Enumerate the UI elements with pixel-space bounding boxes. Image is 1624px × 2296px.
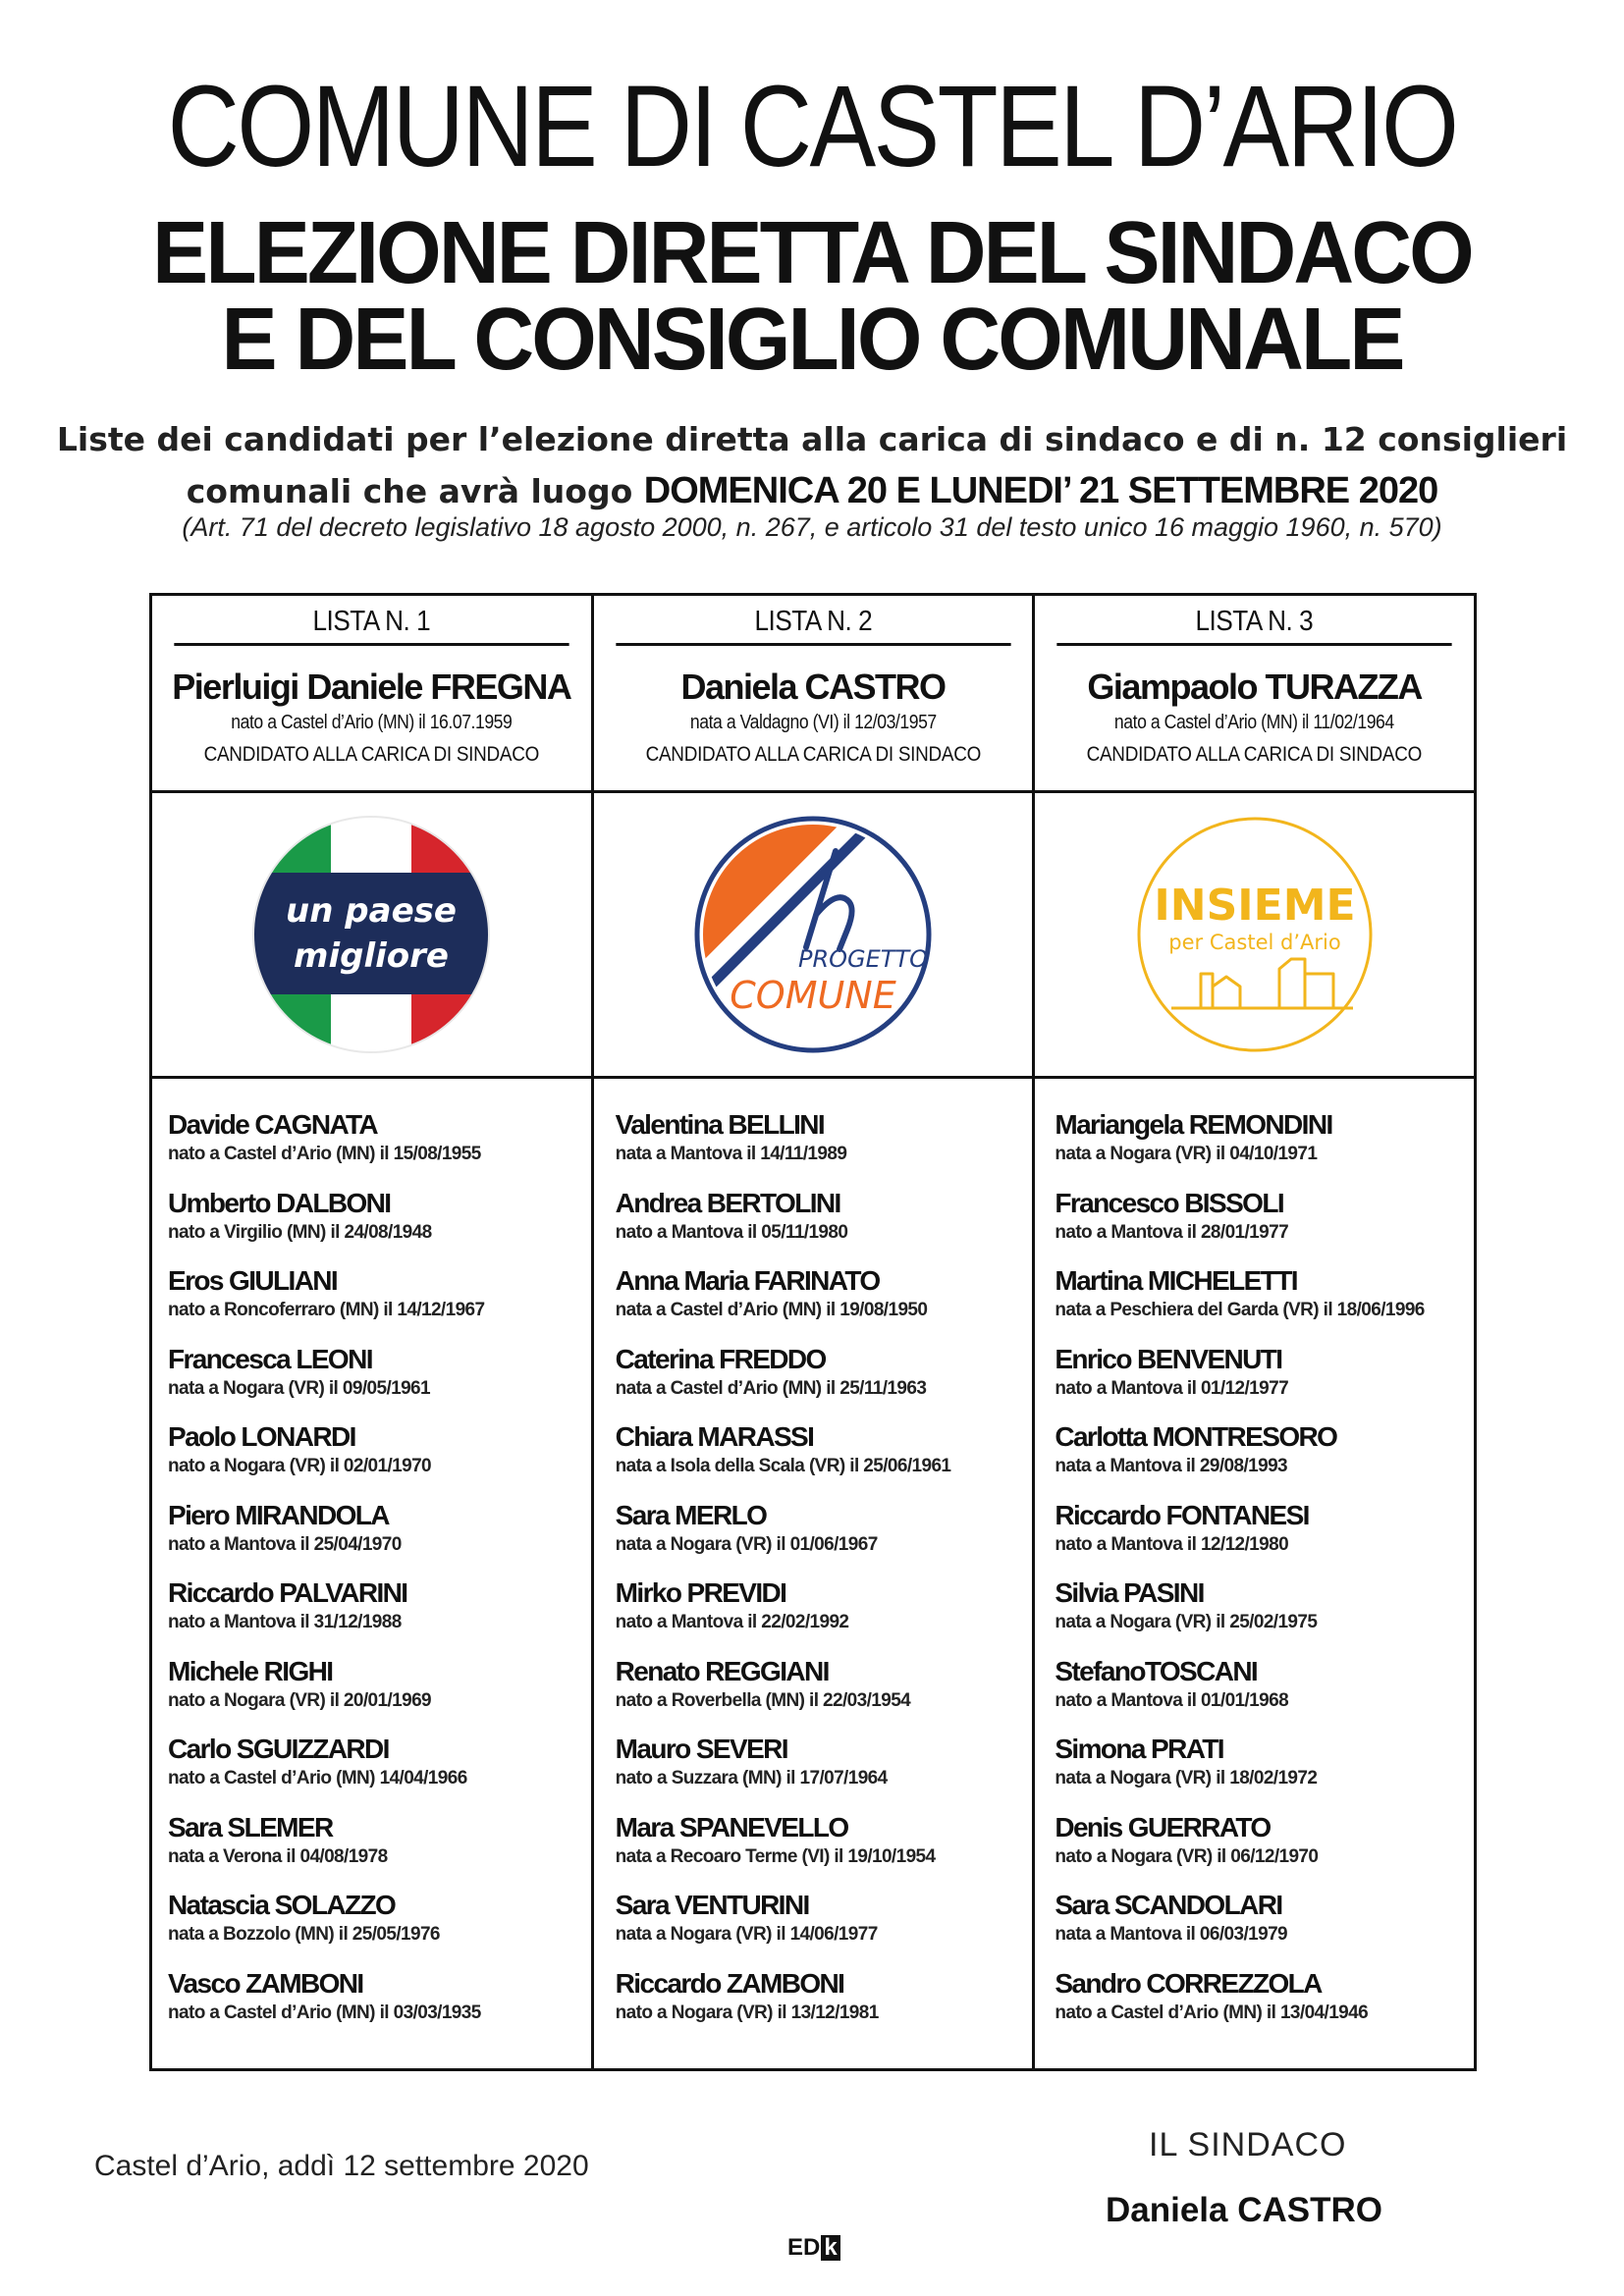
- candidate-birth: nata a Bozzolo (MN) il 25/05/1976: [168, 1924, 440, 1945]
- candidate-birth: nata a Mantova il 14/11/1989: [615, 1144, 847, 1164]
- mayor-birth: nato a Castel d’Ario (MN) il 16.07.1959: [231, 712, 513, 733]
- signature-title: IL SINDACO: [1149, 2126, 1347, 2163]
- law-reference: (Art. 71 del decreto legislativo 18 agosto 2000, n. 267, e articolo 31 del testo unico 16 maggio 1960, n. 570): [182, 512, 1442, 542]
- candidate-birth: nato a Mantova il 01/01/1968: [1055, 1689, 1289, 1711]
- town-title: COMUNE DI CASTEL D’ARIO: [167, 62, 1457, 191]
- candidate-birth: nata a Nogara (VR) il 09/05/1961: [168, 1377, 430, 1399]
- list-item: [616, 1499, 1033, 1577]
- list-item: [168, 1655, 591, 1734]
- candidate-birth: nato a Nogara (VR) il 13/12/1981: [615, 2002, 879, 2023]
- list-item: [616, 1655, 1033, 1734]
- mayor-role: CANDIDATO ALLA CARICA DI SINDACO: [203, 743, 540, 766]
- list-item: [1055, 1967, 1474, 2046]
- candidate-name: Simona PRATI: [1055, 1734, 1223, 1764]
- candidate-birth: nata a Nogara (VR) il 01/06/1967: [615, 1533, 878, 1555]
- candidate-name: Natascia SOLAZZO: [168, 1890, 396, 1920]
- candidate-birth: nato a Castel d’Ario (MN) 14/04/1966: [168, 1768, 467, 1789]
- candidate-birth: nata a Nogara (VR) il 14/06/1977: [615, 1924, 878, 1945]
- mayor-name: Pierluigi Daniele FREGNA: [172, 667, 571, 707]
- candidate-name: Francesco BISSOLI: [1055, 1187, 1284, 1218]
- election-date: DOMENICA 20 E LUNEDI’ 21 SETTEMBRE 2020: [643, 470, 1438, 511]
- candidate-birth: nato a Virgilio (MN) il 24/08/1948: [168, 1221, 432, 1243]
- list-item: [168, 1967, 591, 2046]
- candidate-list: [152, 1079, 591, 2045]
- candidate-name: Enrico BENVENUTI: [1055, 1343, 1282, 1374]
- list-item: [168, 1733, 591, 1811]
- list-item: [616, 1343, 1033, 1421]
- list-item: [168, 1264, 591, 1343]
- list-column-2: [594, 596, 1036, 2068]
- logo-cell: [1035, 793, 1474, 1079]
- candidate-list: [1035, 1079, 1474, 2045]
- printer-logo: [787, 2234, 840, 2262]
- candidate-name: Denis GUERRATO: [1055, 1811, 1271, 1842]
- list-item: [616, 1889, 1033, 1967]
- candidate-birth: nato a Mantova il 22/02/1992: [615, 1612, 849, 1632]
- election-title: [40, 204, 1583, 389]
- list-item: [616, 1811, 1033, 1890]
- candidate-birth: nato a Roverbella (MN) il 22/03/1954: [615, 1689, 911, 1711]
- list-item: [1055, 1108, 1474, 1187]
- logo1-line1: un paese: [286, 891, 458, 931]
- mayor-name: Daniela CASTRO: [680, 667, 946, 707]
- candidate-name: Vasco ZAMBONI: [168, 1967, 363, 1999]
- logo2-line2: COMUNE: [730, 974, 896, 1017]
- candidate-name: Martina MICHELETTI: [1055, 1265, 1297, 1296]
- list-item: [1055, 1733, 1474, 1811]
- list-item: [168, 1420, 591, 1499]
- candidate-name: Davide CAGNATA: [168, 1109, 378, 1140]
- candidate-name: Michele RIGHI: [168, 1655, 333, 1686]
- printer-logo-k: k: [821, 2235, 839, 2261]
- candidate-birth: nata a Mantova il 06/03/1979: [1055, 1924, 1288, 1945]
- list-item: [168, 1343, 591, 1421]
- list-item: [616, 1733, 1033, 1811]
- candidate-name: Mariangela REMONDINI: [1055, 1109, 1332, 1140]
- list-item: [616, 1108, 1033, 1187]
- candidate-name: StefanoTOSCANI: [1055, 1655, 1258, 1686]
- candidate-name: Sara MERLO: [615, 1499, 767, 1530]
- candidate-name: Renato REGGIANI: [615, 1655, 829, 1686]
- list-title: LISTA N. 1: [174, 596, 568, 646]
- logo-cell: [152, 793, 591, 1079]
- candidate-birth: nato a Nogara (VR) il 02/01/1970: [168, 1456, 432, 1476]
- intro-text: [0, 414, 1624, 517]
- mayor-birth: nata a Valdagno (VI) il 12/03/1957: [689, 712, 937, 733]
- candidate-name: Sandro CORREZZOLA: [1055, 1967, 1322, 1999]
- printer-logo-ed: ED: [787, 2234, 821, 2261]
- candidate-name: Mirko PREVIDI: [615, 1577, 786, 1608]
- mayor-role: CANDIDATO ALLA CARICA DI SINDACO: [645, 743, 981, 766]
- un-paese-migliore-logo: [248, 812, 494, 1057]
- candidate-name: Paolo LONARDI: [168, 1421, 355, 1452]
- candidate-name: Sara SCANDOLARI: [1055, 1890, 1282, 1920]
- candidate-birth: nata a Nogara (VR) il 25/02/1975: [1055, 1612, 1318, 1632]
- candidate-name: Umberto DALBONI: [168, 1187, 391, 1218]
- candidate-birth: nata a Isola della Scala (VR) il 25/06/1961: [615, 1456, 951, 1476]
- place-and-date: Castel d’Ario, addì 12 settembre 2020: [94, 2150, 589, 2182]
- list-item: [1055, 1811, 1474, 1890]
- mayor-candidate: [1035, 646, 1474, 793]
- candidate-birth: nato a Roncoferraro (MN) il 14/12/1967: [168, 1300, 485, 1320]
- list-title: LISTA N. 3: [1057, 596, 1452, 646]
- list-item: [168, 1576, 591, 1655]
- progetto-comune-logo: [690, 812, 936, 1057]
- candidate-birth: nata a Nogara (VR) il 04/10/1971: [1055, 1144, 1318, 1164]
- candidate-birth: nato a Mantova il 31/12/1988: [168, 1612, 402, 1632]
- candidate-birth: nato a Mantova il 28/01/1977: [1055, 1221, 1289, 1243]
- intro-line2: [0, 465, 1624, 517]
- election-title-line1: ELEZIONE DIRETTA DEL SINDACO: [152, 204, 1472, 302]
- candidate-name: Carlotta MONTRESORO: [1055, 1421, 1337, 1452]
- candidate-name: Chiara MARASSI: [615, 1421, 814, 1452]
- list-item: [168, 1889, 591, 1967]
- lists-table: [149, 593, 1477, 2071]
- logo1-line2: migliore: [294, 936, 450, 976]
- candidate-name: Sara VENTURINI: [615, 1890, 809, 1920]
- candidate-birth: nata a Recoaro Terme (VI) il 19/10/1954: [615, 1845, 936, 1867]
- list-item: [616, 1576, 1033, 1655]
- list-item: [1055, 1420, 1474, 1499]
- candidate-name: Riccardo FONTANESI: [1055, 1499, 1309, 1530]
- mayor-birth: nato a Castel d’Ario (MN) il 11/02/1964: [1114, 712, 1395, 733]
- mayor-candidate: [594, 646, 1033, 793]
- candidate-birth: nato a Mantova il 05/11/1980: [615, 1221, 848, 1243]
- logo-cell: [594, 793, 1033, 1079]
- list-item: [1055, 1499, 1474, 1577]
- list-title: LISTA N. 2: [616, 596, 1010, 646]
- candidate-birth: nata a Castel d’Ario (MN) il 25/11/1963: [615, 1377, 927, 1399]
- candidate-name: Mara SPANEVELLO: [615, 1811, 848, 1842]
- list-column-3: [1035, 596, 1474, 2068]
- candidate-name: Riccardo ZAMBONI: [615, 1967, 844, 1999]
- candidate-birth: nato a Nogara (VR) il 06/12/1970: [1055, 1845, 1319, 1867]
- election-title-line2: E DEL CONSIGLIO COMUNALE: [221, 291, 1403, 389]
- candidate-name: Caterina FREDDO: [615, 1343, 826, 1374]
- candidate-list: [594, 1079, 1033, 2045]
- candidate-birth: nato a Mantova il 01/12/1977: [1055, 1377, 1289, 1399]
- candidate-name: Valentina BELLINI: [615, 1109, 825, 1140]
- intro-line2-text: comunali che avrà luogo: [186, 472, 633, 510]
- list-item: [1055, 1264, 1474, 1343]
- candidate-name: Carlo SGUIZZARDI: [168, 1734, 389, 1764]
- list-item: [168, 1108, 591, 1187]
- list-item: [616, 1187, 1033, 1265]
- list-item: [168, 1187, 591, 1265]
- candidate-name: Silvia PASINI: [1055, 1577, 1204, 1608]
- candidate-birth: nato a Mantova il 25/04/1970: [168, 1533, 402, 1555]
- candidate-birth: nato a Suzzara (MN) il 17/07/1964: [615, 1768, 888, 1789]
- list-item: [1055, 1576, 1474, 1655]
- logo3-line2: per Castel d’Ario: [1167, 931, 1341, 954]
- candidate-birth: nato a Castel d’Ario (MN) il 03/03/1935: [168, 2002, 481, 2023]
- intro-line1: Liste dei candidati per l’elezione diretta alla carica di sindaco e di n. 12 consiglieri: [56, 420, 1568, 458]
- mayor-role: CANDIDATO ALLA CARICA DI SINDACO: [1086, 743, 1423, 766]
- candidate-birth: nata a Mantova il 29/08/1993: [1055, 1456, 1288, 1476]
- candidate-birth: nata a Peschiera del Garda (VR) il 18/06/1996: [1055, 1300, 1425, 1320]
- list-item: [1055, 1655, 1474, 1734]
- list-item: [1055, 1187, 1474, 1265]
- mayor-candidate: [152, 646, 591, 793]
- candidate-birth: nata a Nogara (VR) il 18/02/1972: [1055, 1768, 1318, 1789]
- candidate-name: Francesca LEONI: [168, 1343, 372, 1374]
- candidate-birth: nato a Castel d’Ario (MN) il 13/04/1946: [1055, 2002, 1369, 2023]
- candidate-birth: nato a Castel d’Ario (MN) il 15/08/1955: [168, 1144, 481, 1164]
- logo2-line1: PROGETTO: [797, 945, 929, 973]
- list-item: [1055, 1343, 1474, 1421]
- list-item: [616, 1420, 1033, 1499]
- candidate-birth: nata a Castel d’Ario (MN) il 19/08/1950: [615, 1300, 928, 1320]
- list-item: [168, 1499, 591, 1577]
- candidate-birth: nata a Verona il 04/08/1978: [168, 1845, 388, 1867]
- insieme-per-castel-dario-logo: [1132, 812, 1378, 1057]
- candidate-name: Eros GIULIANI: [168, 1265, 338, 1296]
- mayor-name: Giampaolo TURAZZA: [1087, 667, 1422, 707]
- list-item: [616, 1264, 1033, 1343]
- list-item: [168, 1811, 591, 1890]
- candidate-name: Piero MIRANDOLA: [168, 1499, 389, 1530]
- list-item: [616, 1967, 1033, 2046]
- list-column-1: [152, 596, 594, 2068]
- candidate-name: Anna Maria FARINATO: [615, 1265, 880, 1296]
- logo3-line1: INSIEME: [1154, 881, 1356, 931]
- candidate-birth: nato a Nogara (VR) il 20/01/1969: [168, 1689, 432, 1711]
- candidate-name: Riccardo PALVARINI: [168, 1577, 407, 1608]
- candidate-name: Andrea BERTOLINI: [615, 1187, 840, 1218]
- signature-name: Daniela CASTRO: [1106, 2191, 1382, 2229]
- candidate-name: Mauro SEVERI: [615, 1734, 787, 1764]
- candidate-name: Sara SLEMER: [168, 1811, 333, 1842]
- candidate-birth: nato a Mantova il 12/12/1980: [1055, 1533, 1289, 1555]
- list-item: [1055, 1889, 1474, 1967]
